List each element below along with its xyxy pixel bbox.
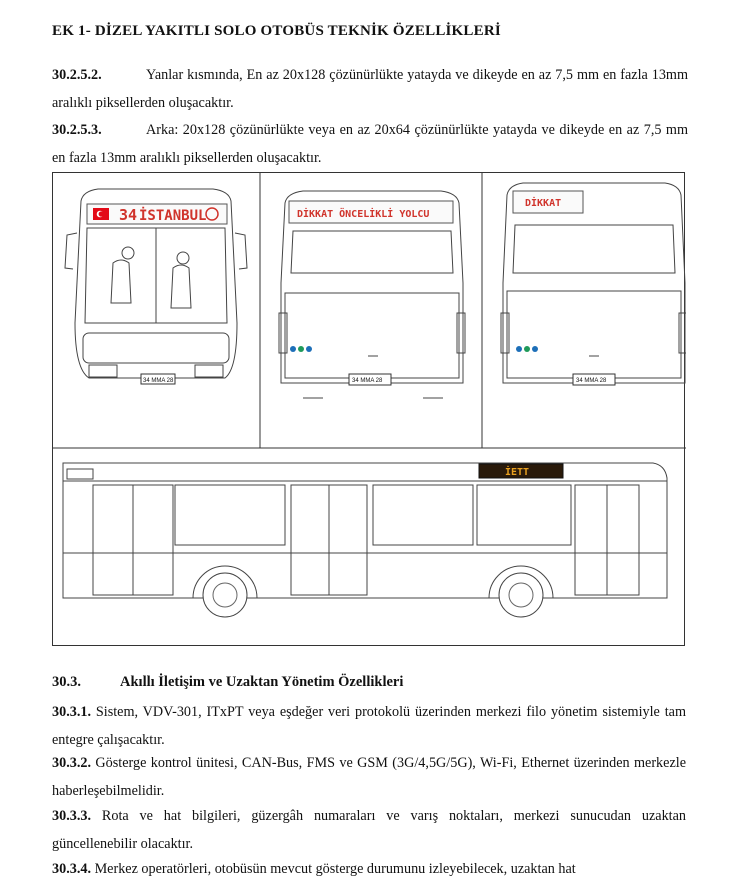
rear-wheel [499, 573, 543, 617]
paragraph-30-2-5-3 [52, 116, 688, 172]
document-title: EK 1- DİZEL YAKITLI SOLO OTOBÜS TEKNİK ÖZELLİKLERİ [52, 23, 501, 39]
item-number: 30.3.4. [52, 861, 92, 877]
item-text: Merkez operatörleri, otobüsün mevcut gösterge durumunu izleyebilecek, uzaktan hat [94, 861, 576, 877]
front-sign-destination: İSTANBUL [139, 208, 207, 224]
section-heading [52, 674, 403, 691]
rear-sign-caution-text: DİKKAT [525, 198, 562, 209]
item-text: Rota ve hat bilgileri, güzergâh numaraları ve varış noktaları, merkezi sunucudan uzaktan güncellenebilir olacaktır. [52, 808, 687, 852]
item-30-3-2 [52, 749, 686, 805]
item-30-3-4 [52, 855, 686, 883]
side-sign-text: İETT [505, 467, 530, 478]
front-sign-route: 34 [119, 206, 138, 224]
item-text: Sistem, VDV-301, ITxPT veya eşdeğer veri protokolü üzerinden merkezi filo yönetim sistemiyle tam entegre çalışacaktır. [52, 704, 686, 748]
bus-side-view [63, 463, 667, 598]
section-number: 30.3. [52, 674, 81, 690]
item-number: 30.3.2. [52, 755, 92, 771]
front-wheel [203, 573, 247, 617]
paragraph-30-2-5-2 [52, 61, 688, 117]
section-title: Akıllı İletişim ve Uzaktan Yönetim Özellikleri [120, 674, 404, 690]
item-30-3-1 [52, 698, 686, 754]
item-number: 30.3.1. [52, 704, 92, 720]
item-number: 30.3.3. [52, 808, 92, 824]
rear-plate-text: 34 MMA 28 [352, 378, 383, 384]
item-text: Gösterge kontrol ünitesi, CAN-Bus, FMS ve GSM (3G/4,5G/5G), Wi-Fi, Ethernet üzerinden merkezle haberleşebilmelidir. [52, 755, 686, 799]
bus-drawing-figure [52, 172, 685, 646]
paragraph-text: Yanlar kısmında, En az 20x128 çözünürlükte yatayda ve dikeyde en az 7,5 mm en fazla 13mm aralıklı piksellerden oluşacaktır. [52, 67, 688, 111]
rear-sign-priority-text: DİKKAT ÖNCELİKLİ YOLCU [297, 209, 430, 220]
rear2-plate-text: 34 MMA 28 [576, 378, 607, 384]
rear-status-dots [290, 346, 312, 352]
bus-drawings [53, 173, 686, 647]
rear-status-dots-2 [516, 346, 538, 352]
paragraph-number: 30.2.5.3. [52, 122, 102, 138]
paragraph-text: Arka: 20x128 çözünürlükte veya en az 20x64 çözünürlükte yatayda ve dikeyde en az 7,5 mm en fazla 13mm aralıklı piksellerden oluşacaktır. [52, 122, 688, 166]
item-30-3-3 [52, 802, 686, 858]
paragraph-number: 30.2.5.2. [52, 67, 102, 83]
front-plate-text: 34 MMA 28 [143, 378, 174, 384]
